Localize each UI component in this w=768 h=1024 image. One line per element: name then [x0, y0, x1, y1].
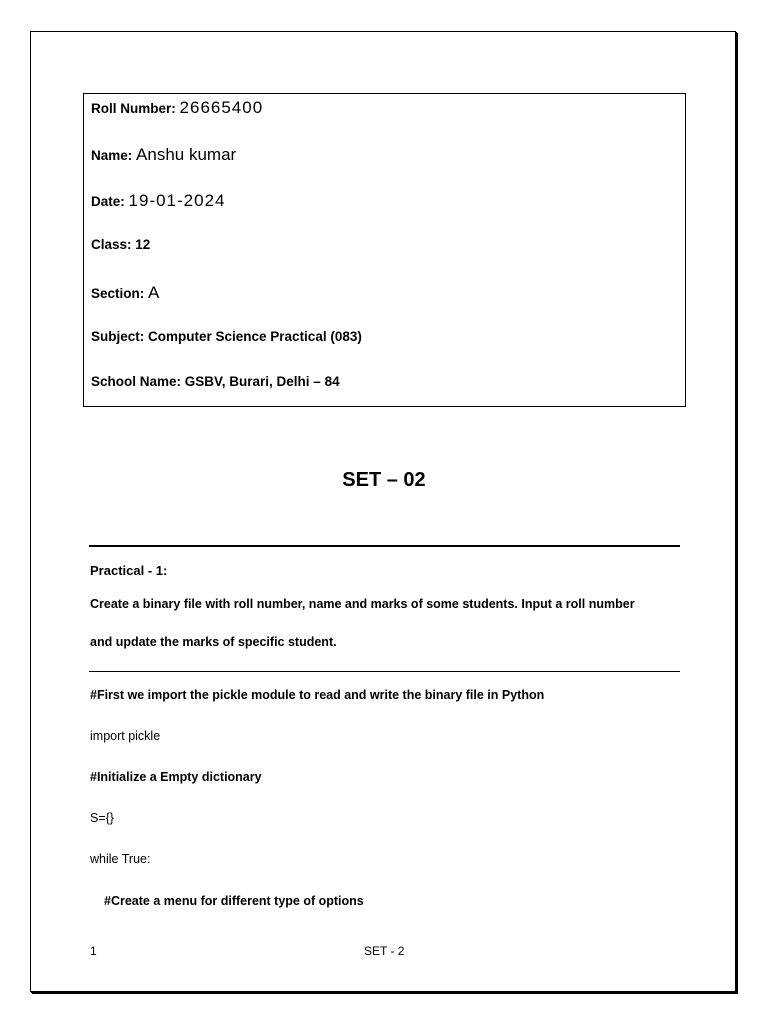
section-divider-thick	[89, 545, 680, 547]
practical-description-line1: Create a binary file with roll number, name and marks of some students. Input a roll number	[90, 597, 635, 611]
code-while-loop: while True:	[90, 852, 151, 866]
set-title: SET – 02	[342, 469, 426, 491]
section-row	[91, 283, 159, 303]
roll-number-value: 26665400	[179, 98, 264, 117]
class-label: Class: 12	[91, 237, 151, 252]
school-row	[91, 374, 340, 389]
code-dict-assignment: S={}	[90, 811, 114, 825]
subject-row	[91, 329, 362, 344]
practical-description-line2: and update the marks of specific student.	[90, 635, 337, 649]
section-divider-thin	[89, 671, 680, 672]
code-import-pickle: import pickle	[90, 729, 161, 743]
code-comment-import: #First we import the pickle module to read and write the binary file in Python	[90, 688, 545, 702]
school-label: School Name: GSBV, Burari, Delhi – 84	[91, 374, 340, 389]
section-value: A	[148, 283, 160, 302]
practical-heading: Practical - 1:	[90, 563, 168, 578]
student-info-box	[83, 93, 686, 407]
name-value: Anshu kumar	[136, 145, 237, 164]
roll-number-row	[91, 98, 263, 118]
roll-number-label: Roll Number:	[91, 101, 176, 116]
name-row	[91, 145, 236, 165]
date-row	[91, 191, 226, 211]
date-value: 19-01-2024	[128, 191, 226, 210]
code-comment-menu: #Create a menu for different type of options	[104, 894, 364, 908]
date-label: Date:	[91, 194, 125, 209]
section-label: Section:	[91, 286, 145, 301]
footer-page-number: 1	[90, 944, 97, 958]
footer-set-label: SET - 2	[364, 944, 405, 958]
subject-label: Subject: Computer Science Practical (083)	[91, 329, 362, 344]
code-comment-init-dict: #Initialize a Empty dictionary	[90, 770, 262, 784]
name-label: Name:	[91, 148, 133, 163]
class-row	[91, 237, 150, 252]
